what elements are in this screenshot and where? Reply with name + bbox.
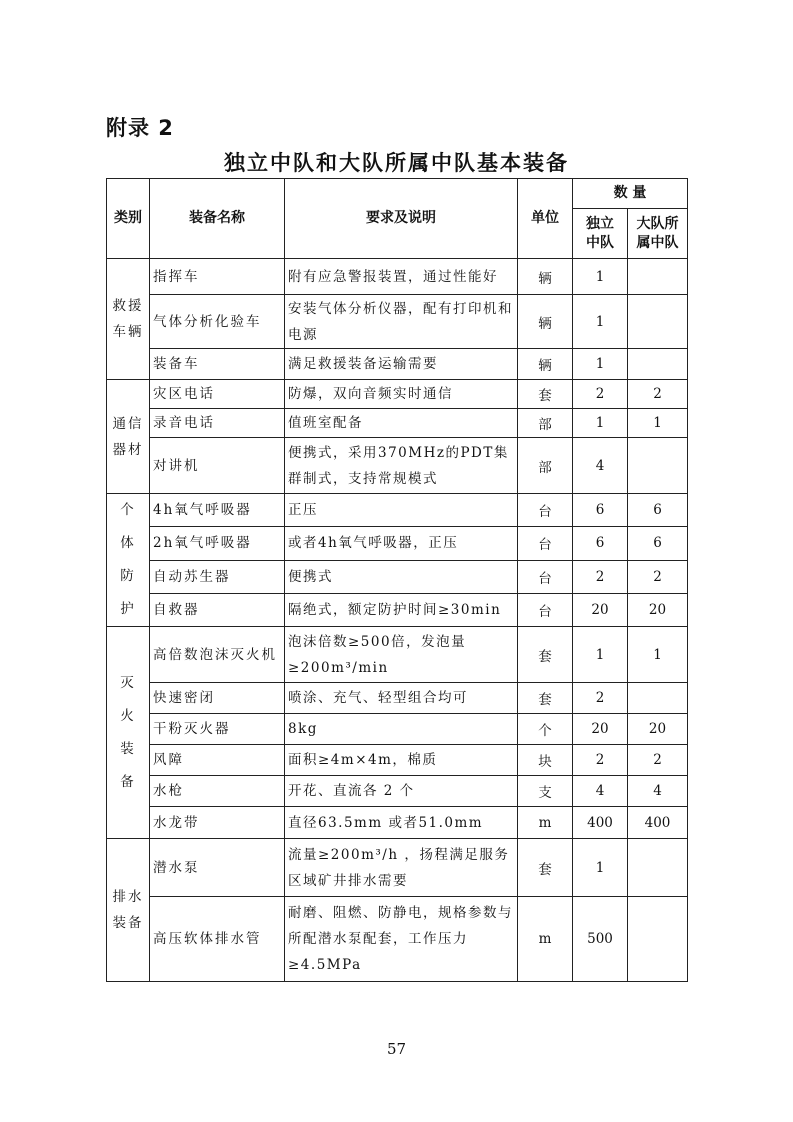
brigade-qty-cell bbox=[628, 438, 688, 494]
brigade-qty-cell: 20 bbox=[628, 593, 688, 626]
independent-qty-cell: 2 bbox=[573, 380, 628, 409]
independent-qty-cell: 4 bbox=[573, 776, 628, 807]
independent-qty-cell: 2 bbox=[573, 745, 628, 776]
unit-cell: 台 bbox=[518, 560, 573, 593]
independent-qty-cell: 1 bbox=[573, 349, 628, 380]
unit-cell: m bbox=[518, 807, 573, 839]
unit-cell: 个 bbox=[518, 714, 573, 745]
independent-qty-cell: 1 bbox=[573, 839, 628, 897]
name-cell: 高压软体排水管 bbox=[150, 897, 285, 982]
brigade-qty-cell: 6 bbox=[628, 494, 688, 527]
table-row bbox=[107, 438, 688, 494]
header-brigade-line1: 大队所 bbox=[636, 215, 679, 232]
name-cell: 装备车 bbox=[150, 349, 285, 380]
unit-cell: 部 bbox=[518, 438, 573, 494]
name-cell: 自动苏生器 bbox=[150, 560, 285, 593]
brigade-qty-cell bbox=[628, 295, 688, 349]
header-requirement: 要求及说明 bbox=[285, 179, 518, 259]
independent-qty-cell: 20 bbox=[573, 714, 628, 745]
table-row bbox=[107, 560, 688, 593]
header-category: 类别 bbox=[107, 179, 150, 259]
independent-qty-cell: 2 bbox=[573, 683, 628, 714]
category-cell: 排水 装备 bbox=[107, 839, 150, 982]
table-row bbox=[107, 409, 688, 438]
name-cell: 4h氧气呼吸器 bbox=[150, 494, 285, 527]
header-quantity: 数 量 bbox=[573, 179, 688, 209]
brigade-qty-cell: 2 bbox=[628, 745, 688, 776]
header-unit: 单位 bbox=[518, 179, 573, 259]
requirement-cell: 流量≥200m³/h ，扬程满足服务区域矿井排水需要 bbox=[285, 839, 518, 897]
independent-qty-cell: 1 bbox=[573, 409, 628, 438]
brigade-qty-cell bbox=[628, 683, 688, 714]
requirement-cell: 值班室配备 bbox=[285, 409, 518, 438]
name-cell: 对讲机 bbox=[150, 438, 285, 494]
independent-qty-cell: 500 bbox=[573, 897, 628, 982]
name-cell: 水龙带 bbox=[150, 807, 285, 839]
requirement-cell: 便携式 bbox=[285, 560, 518, 593]
header-brigade bbox=[628, 209, 688, 259]
independent-qty-cell: 1 bbox=[573, 627, 628, 683]
brigade-qty-cell bbox=[628, 897, 688, 982]
requirement-cell: 附有应急警报装置，通过性能好 bbox=[285, 259, 518, 295]
independent-qty-cell: 2 bbox=[573, 560, 628, 593]
header-independent bbox=[573, 209, 628, 259]
brigade-qty-cell bbox=[628, 349, 688, 380]
table-row bbox=[107, 527, 688, 560]
category-cell: 救援 车辆 bbox=[107, 259, 150, 380]
name-cell: 风障 bbox=[150, 745, 285, 776]
brigade-qty-cell bbox=[628, 259, 688, 295]
independent-qty-cell: 1 bbox=[573, 295, 628, 349]
category-cell: 个 体 防 护 bbox=[107, 494, 150, 627]
header-brigade-line2: 属中队 bbox=[636, 234, 679, 251]
unit-cell: 套 bbox=[518, 627, 573, 683]
name-cell: 高倍数泡沫灭火机 bbox=[150, 627, 285, 683]
independent-qty-cell: 1 bbox=[573, 259, 628, 295]
name-cell: 快速密闭 bbox=[150, 683, 285, 714]
table-row bbox=[107, 897, 688, 982]
name-cell: 灾区电话 bbox=[150, 380, 285, 409]
requirement-cell: 直径63.5mm 或者51.0mm bbox=[285, 807, 518, 839]
requirement-cell: 便携式，采用370MHz的PDT集群制式，支持常规模式 bbox=[285, 438, 518, 494]
name-cell: 录音电话 bbox=[150, 409, 285, 438]
table-row bbox=[107, 627, 688, 683]
category-cell: 通信 器材 bbox=[107, 380, 150, 494]
unit-cell: 台 bbox=[518, 527, 573, 560]
name-cell: 干粉灭火器 bbox=[150, 714, 285, 745]
unit-cell: 台 bbox=[518, 494, 573, 527]
table-title: 独立中队和大队所属中队基本装备 bbox=[224, 151, 569, 175]
requirement-cell: 泡沫倍数≥500倍，发泡量≥200m³/min bbox=[285, 627, 518, 683]
requirement-cell: 或者4h氧气呼吸器，正压 bbox=[285, 527, 518, 560]
unit-cell: 块 bbox=[518, 745, 573, 776]
unit-cell: 辆 bbox=[518, 349, 573, 380]
brigade-qty-cell: 20 bbox=[628, 714, 688, 745]
brigade-qty-cell: 1 bbox=[628, 409, 688, 438]
table-row bbox=[107, 714, 688, 745]
unit-cell: 辆 bbox=[518, 259, 573, 295]
requirement-cell: 正压 bbox=[285, 494, 518, 527]
header-independent-line1: 独立 bbox=[586, 215, 614, 232]
category-cell: 灭 火 装 备 bbox=[107, 627, 150, 839]
requirement-cell: 8kg bbox=[285, 714, 518, 745]
independent-qty-cell: 6 bbox=[573, 494, 628, 527]
requirement-cell: 隔绝式，额定防护时间≥30min bbox=[285, 593, 518, 626]
name-cell: 水枪 bbox=[150, 776, 285, 807]
table-row bbox=[107, 807, 688, 839]
independent-qty-cell: 6 bbox=[573, 527, 628, 560]
header-name: 装备名称 bbox=[150, 179, 285, 259]
table-row bbox=[107, 745, 688, 776]
unit-cell: 支 bbox=[518, 776, 573, 807]
independent-qty-cell: 4 bbox=[573, 438, 628, 494]
name-cell: 自救器 bbox=[150, 593, 285, 626]
table-row bbox=[107, 839, 688, 897]
independent-qty-cell: 400 bbox=[573, 807, 628, 839]
requirement-cell: 喷涂、充气、轻型组合均可 bbox=[285, 683, 518, 714]
unit-cell: 套 bbox=[518, 839, 573, 897]
brigade-qty-cell: 1 bbox=[628, 627, 688, 683]
table-row bbox=[107, 349, 688, 380]
requirement-cell: 安装气体分析仪器，配有打印机和电源 bbox=[285, 295, 518, 349]
unit-cell: m bbox=[518, 897, 573, 982]
table-row bbox=[107, 494, 688, 527]
brigade-qty-cell: 6 bbox=[628, 527, 688, 560]
independent-qty-cell: 20 bbox=[573, 593, 628, 626]
name-cell: 气体分析化验车 bbox=[150, 295, 285, 349]
unit-cell: 辆 bbox=[518, 295, 573, 349]
table-row bbox=[107, 380, 688, 409]
page-number: 57 bbox=[386, 1040, 407, 1058]
name-cell: 潜水泵 bbox=[150, 839, 285, 897]
unit-cell: 套 bbox=[518, 380, 573, 409]
unit-cell: 套 bbox=[518, 683, 573, 714]
table-row bbox=[107, 295, 688, 349]
requirement-cell: 面积≥4m×4m，棉质 bbox=[285, 745, 518, 776]
requirement-cell: 满足救援装备运输需要 bbox=[285, 349, 518, 380]
unit-cell: 部 bbox=[518, 409, 573, 438]
table-row bbox=[107, 593, 688, 626]
brigade-qty-cell: 2 bbox=[628, 560, 688, 593]
requirement-cell: 开花、直流各 2 个 bbox=[285, 776, 518, 807]
name-cell: 2h氧气呼吸器 bbox=[150, 527, 285, 560]
equipment-table bbox=[106, 178, 688, 982]
brigade-qty-cell: 2 bbox=[628, 380, 688, 409]
brigade-qty-cell bbox=[628, 839, 688, 897]
table-row bbox=[107, 683, 688, 714]
requirement-cell: 防爆，双向音频实时通信 bbox=[285, 380, 518, 409]
brigade-qty-cell: 400 bbox=[628, 807, 688, 839]
table-row bbox=[107, 259, 688, 295]
appendix-label: 附录 2 bbox=[106, 116, 174, 140]
header-independent-line2: 中队 bbox=[586, 234, 614, 251]
brigade-qty-cell: 4 bbox=[628, 776, 688, 807]
unit-cell: 台 bbox=[518, 593, 573, 626]
name-cell: 指挥车 bbox=[150, 259, 285, 295]
table-row bbox=[107, 776, 688, 807]
requirement-cell: 耐磨、阻燃、防静电，规格参数与所配潜水泵配套，工作压力≥4.5MPa bbox=[285, 897, 518, 982]
